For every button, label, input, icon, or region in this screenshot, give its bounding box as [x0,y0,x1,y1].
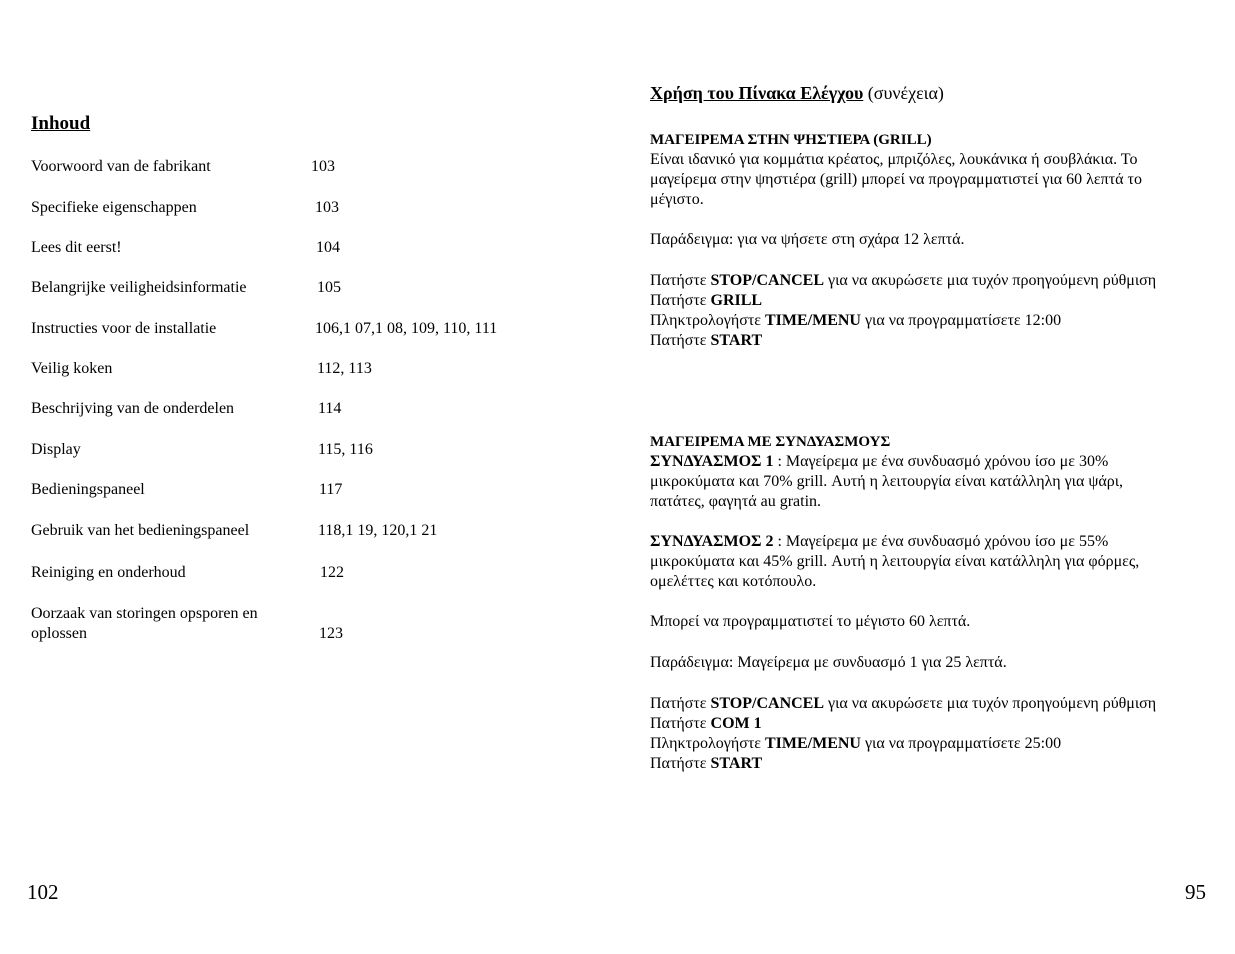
toc-entry-pages: 115, 116 [318,441,373,458]
toc-entry-title: Veilig koken [31,360,113,377]
combi-example: Παράδειγμα: Μαγείρεμα με συνδυασμό 1 για 25 λεπτά. [650,654,1007,671]
toc-entry-pages: 112, 113 [317,360,372,377]
toc-entry-pages: 118,1 19, 120,1 21 [318,522,438,539]
section-heading-title: Χρήση του Πίνακα Ελέγχου [650,83,864,103]
combi-2: ΣΥΝΔΥΑΣΜΟΣ 2 : Μαγείρεμα με ένα συνδυασμό χρόνου ίσο με 55% μικροκύματα και 45% grill. Αυτή η λειτουργία είναι κατάλληλη για φόρμες, ομελέττες και κοτόπουλο. [650,533,1140,590]
grill-title: ΜΑΓΕΙΡΕΜΑ ΣΤΗΝ ΨΗΣΤΙΕΡΑ (GRILL) [650,132,932,148]
toc-entry-pages: 122 [320,564,344,581]
combi-steps [650,694,1180,774]
toc-entry-pages: 106,1 07,1 08, 109, 110, 111 [315,320,498,337]
combi-step-3: Πληκτρολογήστε TIME/MENU για να προγραμματίσετε 25:00 [650,735,1062,752]
toc-entry-title: Bedieningspaneel [31,481,145,498]
right-page [617,0,1235,954]
toc-entry-pages: 114 [318,400,342,417]
toc-entry-title: Specifieke eigenschappen [31,199,197,216]
toc-entry-title: Voorwoord van de fabrikant [31,158,211,175]
combi-step-2: Πατήστε COM 1 [650,715,762,732]
grill-example: Παράδειγμα: για να ψήσετε στη σχάρα 12 λεπτά. [650,231,965,248]
toc-entry-pages: 123 [319,625,343,642]
combi-step-4: Πατήστε START [650,755,763,772]
combi-section [650,432,1180,512]
toc-entry-title: Lees dit eerst! [31,239,122,256]
combi-max: Μπορεί να προγραμματιστεί το μέγιστο 60 λεπτά. [650,613,971,630]
section-heading-suffix: (συνέχεια) [867,83,944,103]
toc-heading: Inhoud [31,113,91,134]
grill-step-2: Πατήστε GRILL [650,292,763,309]
toc-entry-title: Belangrijke veiligheidsinformatie [31,279,247,296]
toc-entry-pages: 105 [317,279,341,296]
toc-entry-title: Instructies voor de installatie [31,320,217,337]
toc-entry-pages: 104 [316,239,340,256]
combi-1: ΣΥΝΔΥΑΣΜΟΣ 1 : Μαγείρεμα με ένα συνδυασμό χρόνου ίσο με 30% μικροκύματα και 70% grill. Αυτή η λειτουργία είναι κατάλληλη για ψάρι, πατάτες, φαγητά au gratin. [650,453,1124,510]
toc-entry-title: Display [31,441,81,458]
grill-step-3: Πληκτρολογήστε TIME/MENU για να προγραμματίσετε 12:00 [650,312,1062,329]
toc-entry-title-line2: oplossen [31,625,87,642]
toc-entry-pages: 103 [311,158,335,175]
toc-entry-title-line1: Oorzaak van storingen opsporen en [31,605,258,622]
grill-steps [650,271,1180,351]
toc-entry-title: Gebruik van het bedieningspaneel [31,522,250,539]
combi-step-1: Πατήστε STOP/CANCEL για να ακυρώσετε μια τυχόν προηγούμενη ρύθμιση [650,695,1157,712]
toc-entry-title: Beschrijving van de onderdelen [31,400,235,417]
combi-title: ΜΑΓΕΙΡΕΜΑ ΜΕ ΣΥΝΔΥΑΣΜΟΥΣ [650,434,891,450]
toc-entry-title: Reiniging en onderhoud [31,564,186,581]
grill-section [650,130,1180,210]
toc-entry-pages: 117 [319,481,343,498]
left-page [0,0,617,954]
grill-step-4: Πατήστε START [650,332,763,349]
grill-description: Είναι ιδανικό για κομμάτια κρέατος, μπριζόλες, λουκάνικα ή σουβλάκια. Το μαγείρεμα στην ψηστιέρα (grill) μπορεί να προγραμματιστεί για 60 λεπτά το μέγιστο. [650,151,1142,208]
page-number: 102 [27,880,59,904]
section-heading [650,83,944,104]
grill-step-1: Πατήστε STOP/CANCEL για να ακυρώσετε μια τυχόν προηγούμενη ρύθμιση [650,272,1157,289]
toc-entry-pages: 103 [315,199,339,216]
page-number: 95 [1185,880,1206,904]
